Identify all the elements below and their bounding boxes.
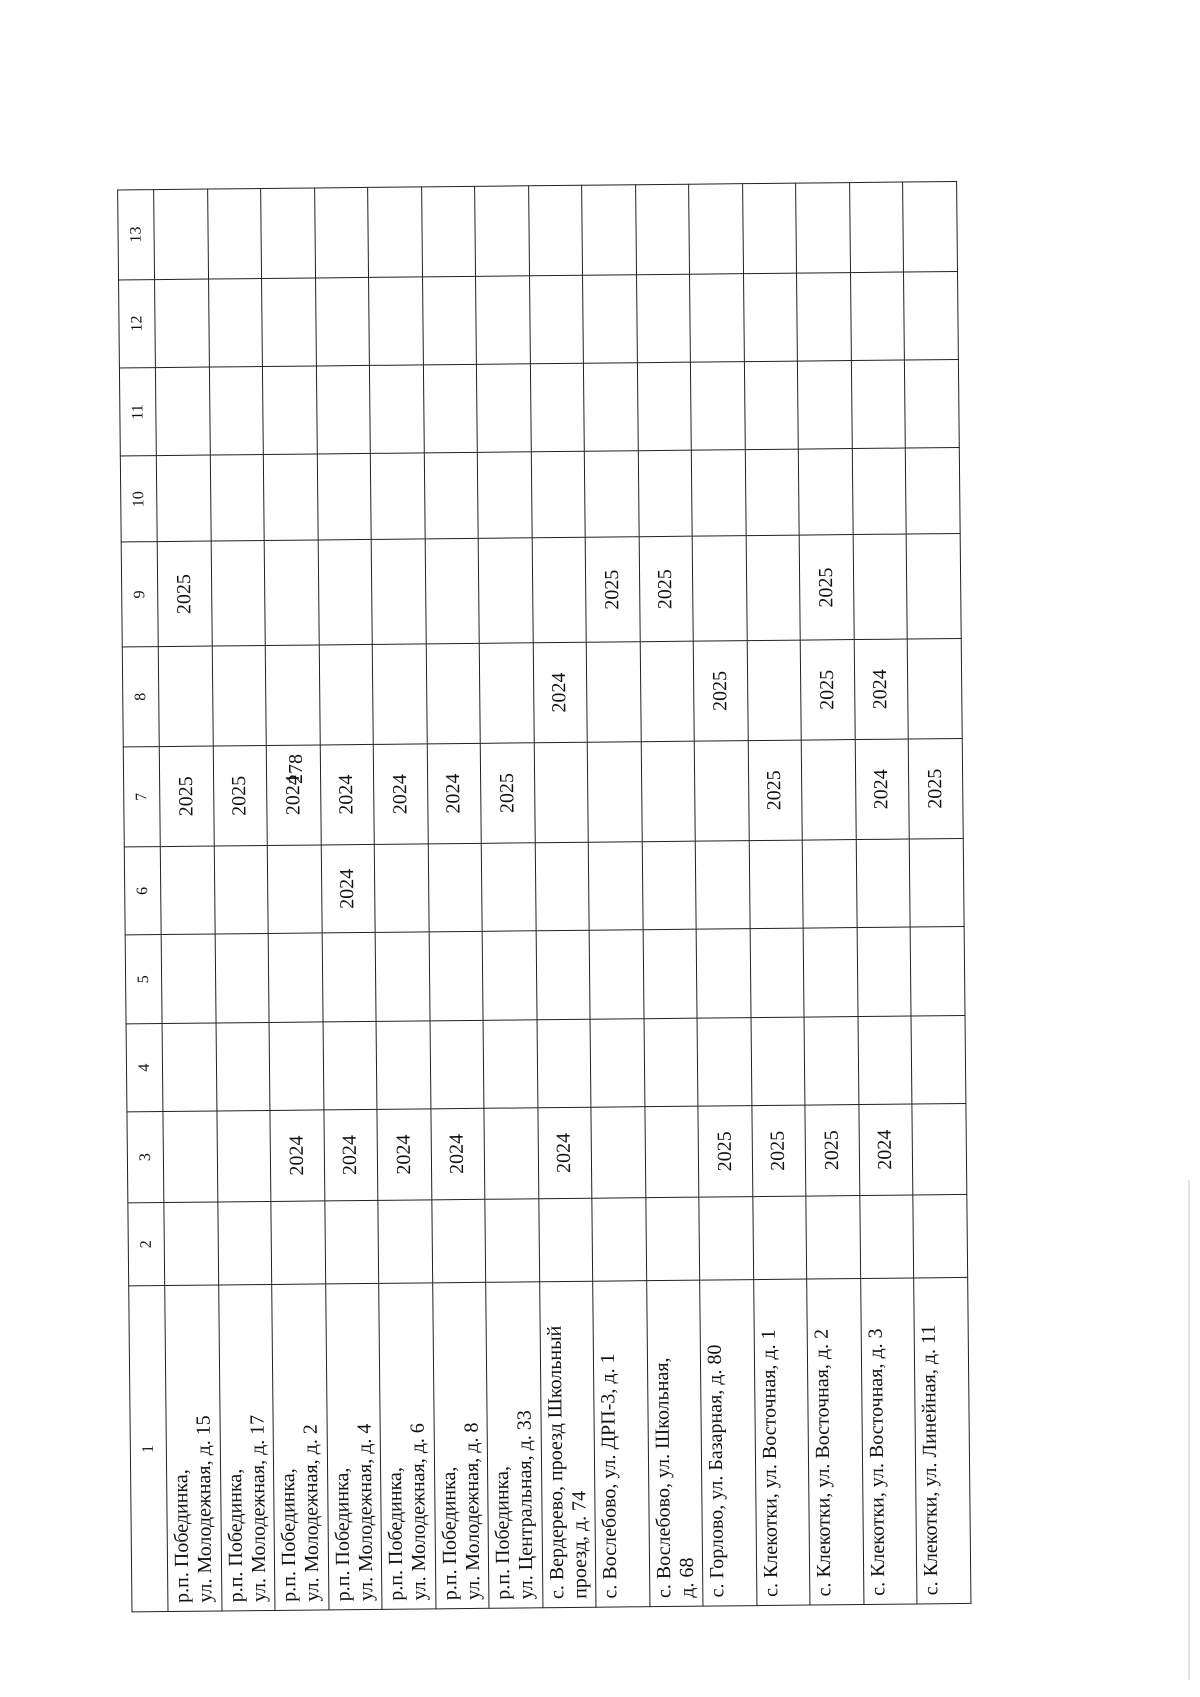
year-cell: 2024 <box>533 642 588 743</box>
year-cell <box>583 274 637 363</box>
year-cell <box>746 535 801 640</box>
column-number: 2 <box>128 1202 165 1286</box>
address-cell <box>379 1283 436 1609</box>
year-cell: 2025 <box>800 640 855 741</box>
year-cell <box>378 1200 432 1284</box>
year-cell <box>318 540 373 645</box>
address-cell <box>218 1285 275 1611</box>
year-cell <box>484 1108 538 1199</box>
year-cell <box>849 182 903 272</box>
year-cell <box>903 181 957 271</box>
year-cell <box>207 189 261 279</box>
column-number: 9 <box>121 542 158 647</box>
year-cell <box>532 538 587 643</box>
year-cell: 2025 <box>157 541 212 646</box>
year-cell <box>217 1201 271 1285</box>
year-cell: 2024 <box>320 744 375 845</box>
address-line: ул. Молодежная, д. 17 <box>246 1414 270 1603</box>
year-cell: 2024 <box>854 639 909 740</box>
address-line: с. Клекотки, ул. Восточная, д. 2 <box>810 1328 836 1597</box>
year-cell <box>535 842 589 931</box>
year-cell <box>425 539 480 644</box>
year-cell <box>852 448 906 535</box>
year-cell <box>428 843 482 932</box>
year-cell <box>697 1017 751 1106</box>
year-cell <box>423 364 477 453</box>
address-cell <box>807 1279 864 1605</box>
year-cell <box>211 541 266 646</box>
address-line: р.п. Побединка, <box>437 1466 461 1601</box>
year-cell <box>476 275 530 364</box>
address-cell <box>539 1282 596 1608</box>
address-line: ул. Молодежная, д. 15 <box>192 1415 217 1603</box>
year-cell <box>856 839 910 928</box>
year-cell <box>371 539 426 644</box>
address-line: ул. Молодежная, д. 2 <box>299 1424 324 1602</box>
year-cell <box>589 930 643 1019</box>
year-cell <box>369 277 423 366</box>
column-number: 3 <box>127 1112 164 1203</box>
year-cell <box>322 933 376 1022</box>
year-cell <box>156 455 210 542</box>
address-line: с. Вердерево, проезд Школьный <box>543 1325 568 1600</box>
year-cell <box>905 448 959 535</box>
address-cell <box>325 1284 382 1610</box>
year-cell <box>803 928 857 1017</box>
address-cell <box>432 1283 489 1609</box>
year-cell <box>479 643 534 744</box>
year-cell <box>317 454 371 541</box>
year-cell <box>315 277 369 366</box>
year-cell <box>744 361 798 450</box>
year-cell: 2024 <box>321 844 375 933</box>
year-cell <box>801 740 856 841</box>
schedule-table <box>117 181 971 1612</box>
year-cell <box>530 363 584 452</box>
year-cell <box>747 640 802 741</box>
year-cell <box>271 1201 325 1285</box>
year-cell <box>323 1021 377 1110</box>
year-cell <box>534 742 589 843</box>
year-cell <box>375 932 429 1021</box>
year-cell <box>584 451 638 538</box>
year-cell <box>426 643 481 744</box>
year-cell <box>319 644 374 745</box>
year-cell <box>742 183 796 273</box>
address-line: р.п. Побединка, <box>491 1465 515 1600</box>
year-cell <box>750 928 804 1017</box>
year-cell <box>264 540 319 645</box>
year-cell <box>368 187 422 277</box>
year-cell <box>477 452 531 539</box>
year-cell <box>155 279 209 368</box>
year-cell <box>745 449 799 536</box>
year-cell <box>269 1022 323 1111</box>
year-cell <box>752 1196 806 1280</box>
year-cell <box>478 538 533 643</box>
year-cell <box>858 1016 912 1105</box>
year-cell: 2025 <box>639 537 694 642</box>
year-cell <box>536 931 590 1020</box>
year-cell <box>591 1107 645 1198</box>
page-number: 278 <box>285 754 307 784</box>
year-cell <box>529 275 583 364</box>
column-number: 5 <box>125 935 162 1024</box>
year-cell <box>424 453 478 540</box>
year-cell <box>216 1022 270 1111</box>
address-line: р.п. Побединка, <box>330 1467 354 1602</box>
year-cell <box>485 1199 539 1283</box>
year-cell <box>481 843 535 932</box>
year-cell <box>430 1020 484 1109</box>
year-cell: 2024 <box>377 1109 431 1200</box>
address-cell <box>700 1280 757 1606</box>
address-line: с. Вослебово, ул. ДРП-3, д. 1 <box>596 1353 622 1599</box>
year-cell: 2025 <box>698 1106 752 1197</box>
year-cell <box>635 184 689 274</box>
year-cell <box>804 1016 858 1105</box>
year-cell <box>161 934 215 1023</box>
address-cell <box>914 1278 971 1604</box>
year-cell <box>743 273 797 362</box>
column-number: 13 <box>118 190 155 280</box>
address-cell <box>486 1282 543 1608</box>
year-cell <box>482 931 536 1020</box>
year-cell <box>588 842 642 931</box>
year-cell <box>806 1195 860 1279</box>
year-cell <box>370 453 424 540</box>
year-cell <box>904 359 958 448</box>
year-cell <box>691 450 745 537</box>
year-cell <box>857 927 911 1016</box>
year-cell: 2025 <box>693 641 748 742</box>
year-cell <box>797 272 851 361</box>
address-line: р.п. Побединка, <box>384 1467 408 1601</box>
column-number: 8 <box>122 647 159 747</box>
year-cell <box>267 845 321 934</box>
year-cell <box>158 646 213 747</box>
year-cell <box>531 452 585 539</box>
year-cell <box>903 271 957 360</box>
address-cell <box>165 1285 222 1611</box>
column-number: 6 <box>124 847 161 936</box>
address-cell <box>272 1284 329 1610</box>
year-cell: 2024 <box>430 1108 484 1199</box>
year-cell <box>694 741 749 842</box>
year-cell <box>162 1023 216 1112</box>
address-line: р.п. Побединка, <box>277 1468 301 1602</box>
year-cell <box>692 536 747 641</box>
year-cell <box>797 361 851 450</box>
column-number: 10 <box>120 456 157 542</box>
year-cell: 2024 <box>858 1104 912 1195</box>
column-number: 1 <box>129 1286 168 1612</box>
year-cell <box>802 840 856 929</box>
year-cell <box>592 1197 646 1281</box>
year-cell: 2024 <box>373 744 428 845</box>
year-cell: 2025 <box>799 535 854 640</box>
year-cell <box>695 841 749 930</box>
address-line: д. 68 <box>675 1557 698 1598</box>
year-cell <box>643 930 697 1019</box>
year-cell <box>644 1106 698 1197</box>
year-cell <box>538 1198 592 1282</box>
address-line: с. Горлово, ул. Базарная, д. 80 <box>703 1344 729 1598</box>
year-cell <box>429 932 483 1021</box>
year-cell <box>215 934 269 1023</box>
address-line: с. Клекотки, ул. Линейная, д. 11 <box>917 1324 943 1596</box>
year-cell <box>263 454 317 541</box>
year-cell <box>637 362 691 451</box>
year-cell <box>208 278 262 367</box>
year-cell <box>210 455 264 542</box>
year-cell <box>475 186 529 276</box>
year-cell <box>314 187 368 277</box>
year-cell <box>163 1111 217 1202</box>
year-cell: 2024 <box>266 745 321 846</box>
year-cell: 2024 <box>427 743 482 844</box>
year-cell <box>645 1197 699 1281</box>
year-cell <box>214 845 268 934</box>
year-cell <box>641 741 696 842</box>
year-cell <box>374 844 428 933</box>
year-cell: 2024 <box>270 1110 324 1201</box>
address-line: с. Вослебово, ул. Школьная, <box>650 1357 675 1599</box>
year-cell <box>644 1018 698 1107</box>
year-cell: 2025 <box>748 740 803 841</box>
scan-edge-mark <box>1188 1180 1190 1680</box>
year-cell <box>421 186 475 276</box>
year-cell <box>749 840 803 929</box>
year-cell <box>798 449 852 536</box>
year-cell <box>796 183 850 273</box>
year-cell <box>859 1195 913 1279</box>
year-cell <box>699 1196 753 1280</box>
address-line: ул. Центральная, д. 33 <box>513 1410 538 1600</box>
year-cell <box>369 365 423 454</box>
year-cell <box>316 365 370 454</box>
year-cell <box>209 366 263 455</box>
year-cell <box>689 184 743 274</box>
address-line: ул. Молодежная, д. 6 <box>406 1423 431 1601</box>
year-cell <box>160 846 214 935</box>
year-cell <box>642 841 696 930</box>
year-cell: 2024 <box>855 739 910 840</box>
rotated-table-container <box>116 73 1101 1613</box>
year-cell <box>690 362 744 451</box>
address-line: с. Клекотки, ул. Восточная, д. 3 <box>864 1328 889 1596</box>
year-cell <box>268 933 322 1022</box>
year-cell: 2025 <box>159 746 214 847</box>
column-number: 11 <box>119 368 156 457</box>
address-line: проезд, д. 74 <box>567 1490 591 1599</box>
year-cell <box>483 1019 537 1108</box>
year-cell <box>537 1019 591 1108</box>
year-cell <box>751 1017 805 1106</box>
year-cell <box>216 1111 270 1202</box>
year-cell <box>583 363 637 452</box>
address-line: ул. Молодежная, д. 8 <box>460 1422 484 1601</box>
year-cell <box>587 742 642 843</box>
year-cell <box>155 367 209 456</box>
year-cell <box>590 1018 644 1107</box>
year-cell <box>850 272 904 361</box>
year-cell <box>851 360 905 449</box>
year-cell <box>422 276 476 365</box>
year-cell <box>638 451 692 538</box>
year-cell <box>154 189 208 279</box>
year-cell <box>582 185 636 275</box>
column-number: 12 <box>119 279 156 368</box>
address-cell <box>646 1281 703 1607</box>
year-cell: 2025 <box>585 537 640 642</box>
year-cell <box>431 1199 485 1283</box>
year-cell <box>636 274 690 363</box>
year-cell: 2024 <box>537 1107 591 1198</box>
year-cell: 2025 <box>805 1105 859 1196</box>
address-line: р.п. Побединка, <box>223 1468 247 1603</box>
year-cell <box>640 641 695 742</box>
year-cell <box>907 638 962 739</box>
year-cell <box>906 534 961 639</box>
column-number: 7 <box>123 747 160 847</box>
year-cell <box>528 185 582 275</box>
address-line: с. Клекотки, ул. Восточная, д. 1 <box>757 1329 782 1598</box>
year-cell: 2025 <box>480 743 535 844</box>
year-cell <box>696 929 750 1018</box>
address-line: ул. Молодежная, д. 4 <box>353 1423 377 1602</box>
column-number: 4 <box>126 1023 163 1112</box>
year-cell <box>262 278 316 367</box>
year-cell <box>261 188 315 278</box>
year-cell <box>212 646 267 747</box>
year-cell <box>164 1202 218 1286</box>
year-cell <box>910 927 964 1016</box>
year-cell: 2025 <box>908 738 963 839</box>
year-cell: 2025 <box>751 1105 805 1196</box>
year-cell <box>376 1021 430 1110</box>
year-cell <box>911 1015 965 1104</box>
address-cell <box>753 1280 810 1606</box>
year-cell <box>324 1200 378 1284</box>
address-cell <box>860 1278 917 1604</box>
year-cell <box>909 838 963 927</box>
year-cell <box>265 645 320 746</box>
year-cell <box>853 534 908 639</box>
year-cell <box>372 644 427 745</box>
address-line: р.п. Побединка, <box>170 1469 194 1603</box>
year-cell <box>913 1194 967 1278</box>
year-cell <box>586 642 641 743</box>
year-cell <box>262 366 316 455</box>
year-cell: 2025 <box>213 745 268 846</box>
year-cell: 2024 <box>323 1109 377 1200</box>
address-cell <box>593 1281 650 1607</box>
year-cell <box>690 273 744 362</box>
year-cell <box>912 1104 966 1195</box>
year-cell <box>476 364 530 453</box>
